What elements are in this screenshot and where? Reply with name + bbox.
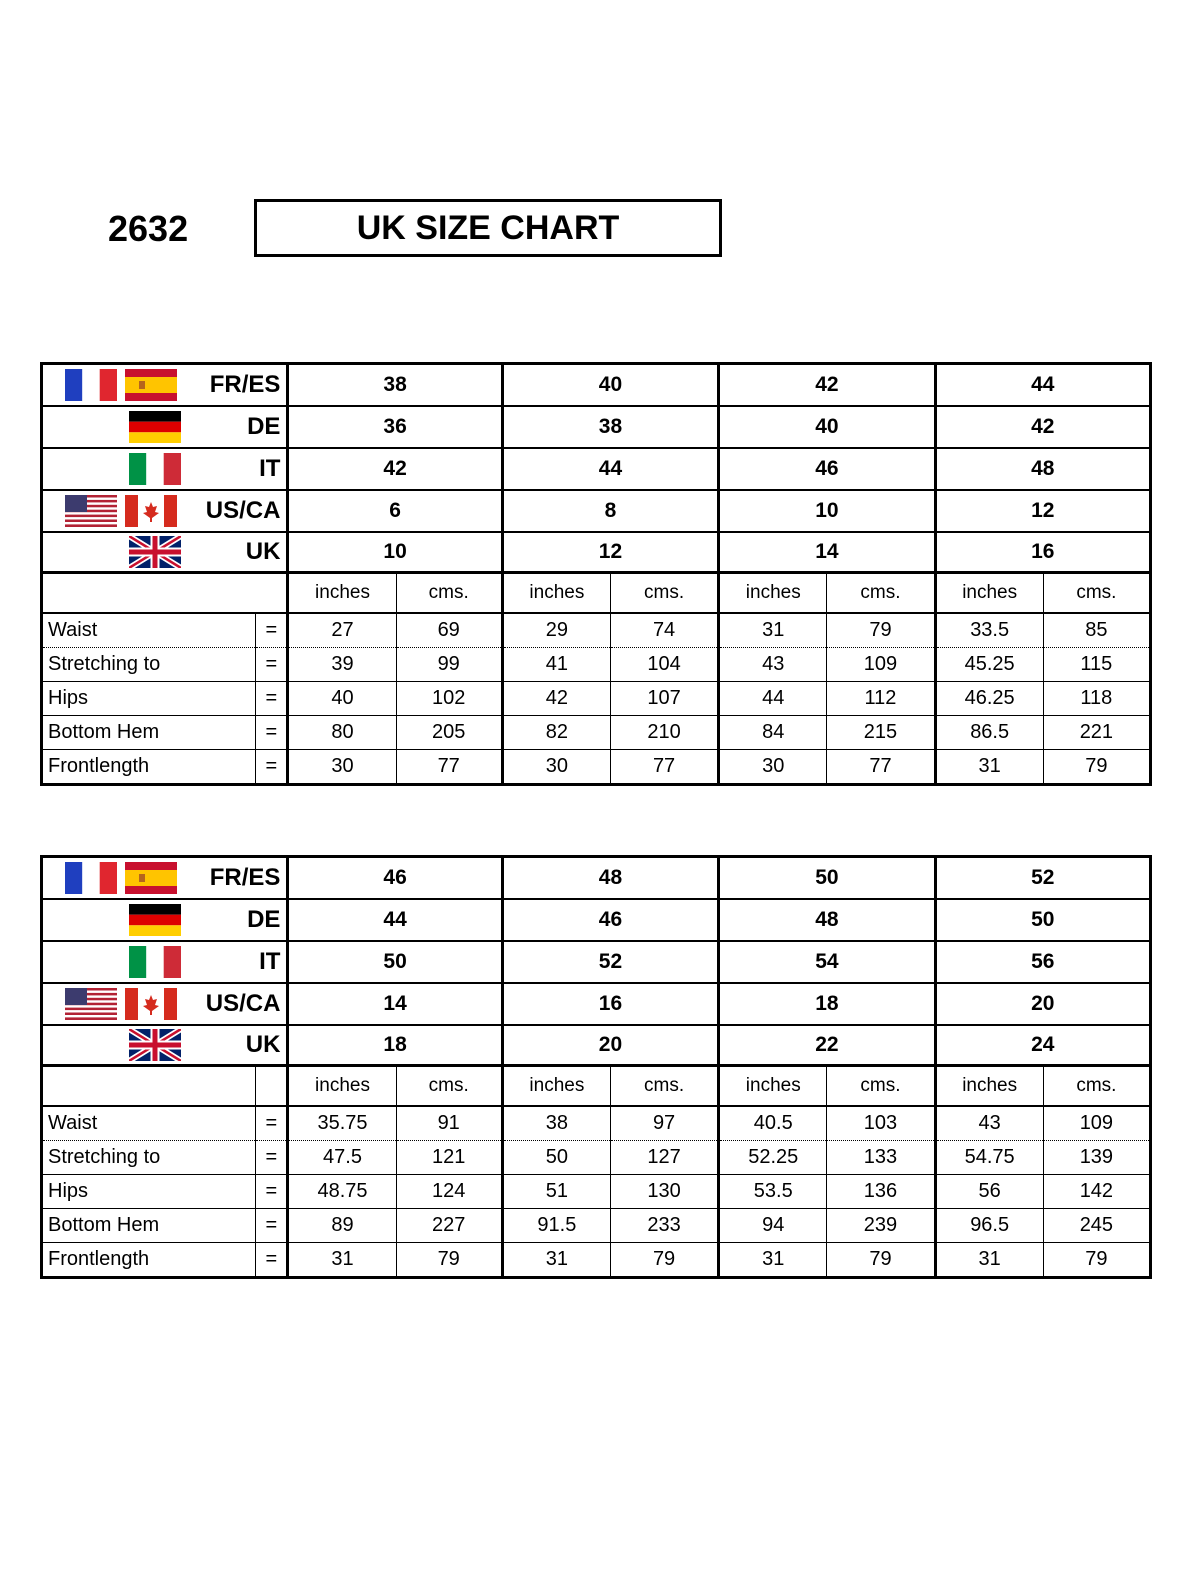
flags-uk: [129, 1029, 181, 1061]
value-inches: 40.5: [719, 1106, 827, 1141]
value-inches: 31: [935, 750, 1043, 785]
value-cms: 121: [396, 1141, 502, 1175]
measurement-label: Bottom Hem: [42, 716, 256, 750]
flags-us-ca: [65, 495, 177, 527]
value-cms: 107: [610, 682, 718, 716]
measurement-label: Bottom Hem: [42, 1209, 256, 1243]
value-inches: 89: [288, 1209, 396, 1243]
value-cms: 142: [1043, 1175, 1150, 1209]
value-cms: 139: [1043, 1141, 1150, 1175]
country-label: DE: [247, 906, 281, 933]
value-cms: 124: [396, 1175, 502, 1209]
size-value: 14: [719, 532, 935, 573]
flags-uk: [129, 536, 181, 568]
spain-flag-icon: [125, 369, 177, 401]
country-label: FR/ES: [209, 864, 281, 891]
value-cms: 104: [610, 648, 718, 682]
blank-cell: [42, 573, 288, 614]
value-cms: 210: [610, 716, 718, 750]
measurement-row-waist: [42, 613, 1151, 648]
value-inches: 47.5: [288, 1141, 396, 1175]
value-inches: 46.25: [935, 682, 1043, 716]
unit-cms: cms.: [610, 573, 718, 614]
unit-inches: inches: [719, 573, 827, 614]
value-cms: 227: [396, 1209, 502, 1243]
value-inches: 44: [719, 682, 827, 716]
measurement-label: Waist: [42, 613, 256, 648]
size-value: 36: [288, 406, 502, 448]
value-inches: 30: [288, 750, 396, 785]
size-value: 42: [935, 406, 1150, 448]
value-inches: 41: [502, 648, 610, 682]
size-value: 6: [288, 490, 502, 532]
flags-de: [129, 411, 181, 443]
value-inches: 82: [502, 716, 610, 750]
size-value: 14: [288, 983, 502, 1025]
size-value: 46: [288, 857, 502, 900]
france-flag-icon: [65, 862, 117, 894]
size-value: 42: [719, 364, 935, 407]
unit-header-row: [42, 1066, 1151, 1107]
value-inches: 51: [502, 1175, 610, 1209]
country-label: US/CA: [205, 497, 281, 524]
size-row-uk: [42, 1025, 1151, 1066]
value-inches: 80: [288, 716, 396, 750]
value-cms: 85: [1043, 613, 1150, 648]
value-inches: 33.5: [935, 613, 1043, 648]
equals-sign: =: [256, 1106, 288, 1141]
value-inches: 29: [502, 613, 610, 648]
value-cms: 239: [827, 1209, 935, 1243]
unit-cms: cms.: [610, 1066, 718, 1107]
value-cms: 97: [610, 1106, 718, 1141]
measurement-row-stretching-to: [42, 648, 1151, 682]
country-cell-de: [42, 899, 288, 941]
unit-inches: inches: [288, 1066, 396, 1107]
measurement-row-frontlength: [42, 750, 1151, 785]
equals-sign: =: [256, 1243, 288, 1278]
value-inches: 53.5: [719, 1175, 827, 1209]
value-cms: 130: [610, 1175, 718, 1209]
value-cms: 127: [610, 1141, 718, 1175]
equals-sign: =: [256, 1141, 288, 1175]
value-cms: 245: [1043, 1209, 1150, 1243]
size-chart-table-2: [40, 855, 1152, 1279]
value-inches: 30: [502, 750, 610, 785]
value-inches: 40: [288, 682, 396, 716]
uk-flag-icon: [129, 536, 181, 568]
value-inches: 31: [935, 1243, 1043, 1278]
measurement-row-waist: [42, 1106, 1151, 1141]
uk-flag-icon: [129, 1029, 181, 1061]
chart-title-text: UK SIZE CHART: [356, 208, 620, 247]
size-value: 40: [719, 406, 935, 448]
size-value: 10: [288, 532, 502, 573]
country-cell-fr-es: [42, 364, 288, 407]
country-label: UK: [245, 538, 281, 565]
equals-sign: =: [256, 648, 288, 682]
italy-flag-icon: [129, 453, 181, 485]
value-inches: 43: [719, 648, 827, 682]
value-inches: 38: [502, 1106, 610, 1141]
value-inches: 39: [288, 648, 396, 682]
measurement-row-bottom-hem: [42, 716, 1151, 750]
value-inches: 50: [502, 1141, 610, 1175]
unit-inches: inches: [502, 573, 610, 614]
size-value: 50: [288, 941, 502, 983]
size-value: 18: [288, 1025, 502, 1066]
size-row-de: [42, 899, 1151, 941]
value-inches: 27: [288, 613, 396, 648]
size-value: 54: [719, 941, 935, 983]
value-inches: 42: [502, 682, 610, 716]
size-value: 20: [935, 983, 1150, 1025]
usa-flag-icon: [65, 988, 117, 1020]
country-label: US/CA: [205, 990, 281, 1017]
equals-sign: =: [256, 682, 288, 716]
flags-us-ca: [65, 988, 177, 1020]
size-value: 48: [502, 857, 718, 900]
value-inches: 31: [719, 613, 827, 648]
size-value: 40: [502, 364, 718, 407]
value-cms: 77: [827, 750, 935, 785]
country-cell-fr-es: [42, 857, 288, 900]
size-value: 42: [288, 448, 502, 490]
unit-cms: cms.: [1043, 1066, 1150, 1107]
size-value: 16: [502, 983, 718, 1025]
value-cms: 221: [1043, 716, 1150, 750]
value-cms: 77: [610, 750, 718, 785]
country-cell-de: [42, 406, 288, 448]
country-label: UK: [245, 1031, 281, 1058]
value-inches: 31: [502, 1243, 610, 1278]
equals-sign: =: [256, 750, 288, 785]
unit-cms: cms.: [827, 573, 935, 614]
measurement-label: Stretching to: [42, 1141, 256, 1175]
flags-de: [129, 904, 181, 936]
value-inches: 94: [719, 1209, 827, 1243]
unit-inches: inches: [502, 1066, 610, 1107]
size-value: 10: [719, 490, 935, 532]
germany-flag-icon: [129, 904, 181, 936]
unit-inches: inches: [935, 1066, 1043, 1107]
size-row-fr-es: [42, 364, 1151, 407]
value-cms: 79: [1085, 755, 1108, 777]
measurement-label: Hips: [42, 1175, 256, 1209]
value-inches: 31: [719, 1243, 827, 1278]
value-cms: 99: [396, 648, 502, 682]
country-label: IT: [259, 948, 281, 975]
country-label: IT: [259, 455, 281, 482]
measurement-label: Waist: [42, 1106, 256, 1141]
size-value: 22: [719, 1025, 935, 1066]
equals-sign: =: [256, 1209, 288, 1243]
country-cell-us-ca: [42, 983, 288, 1025]
size-value: 52: [935, 857, 1150, 900]
size-value: 38: [502, 406, 718, 448]
value-cms: 103: [827, 1106, 935, 1141]
value-inches: 43: [935, 1106, 1043, 1141]
size-value: 50: [719, 857, 935, 900]
value-cms: 112: [827, 682, 935, 716]
measurement-label: Hips: [42, 682, 256, 716]
size-value: 8: [502, 490, 718, 532]
value-cms: 79: [610, 1243, 718, 1278]
unit-cms: cms.: [396, 1066, 502, 1107]
unit-inches: inches: [935, 573, 1043, 614]
measurement-label: Frontlength: [42, 750, 256, 785]
size-row-de: [42, 406, 1151, 448]
value-cms: 233: [610, 1209, 718, 1243]
size-value: 24: [935, 1025, 1150, 1066]
value-cms: 91: [396, 1106, 502, 1141]
value-cms: 79: [396, 1243, 502, 1278]
measurement-row-stretching-to: [42, 1141, 1151, 1175]
size-value: 46: [502, 899, 718, 941]
unit-inches: inches: [719, 1066, 827, 1107]
country-cell-it: [42, 448, 288, 490]
unit-cms: cms.: [1043, 573, 1150, 614]
value-cms: 74: [610, 613, 718, 648]
size-row-it: [42, 941, 1151, 983]
measurement-label: Frontlength: [42, 1243, 256, 1278]
size-value: 18: [719, 983, 935, 1025]
size-value: 12: [502, 532, 718, 573]
france-flag-icon: [65, 369, 117, 401]
value-cms: 109: [827, 648, 935, 682]
equals-sign: =: [256, 716, 288, 750]
equals-sign: =: [256, 1175, 288, 1209]
chart-title: [254, 199, 722, 257]
value-inches: 52.25: [719, 1141, 827, 1175]
country-cell-us-ca: [42, 490, 288, 532]
product-code: 2632: [108, 208, 189, 249]
value-cms: 133: [827, 1141, 935, 1175]
canada-flag-icon: [125, 495, 177, 527]
value-cms: 205: [396, 716, 502, 750]
unit-cms: cms.: [396, 573, 502, 614]
flags-it: [129, 946, 181, 978]
value-inches: 91.5: [502, 1209, 610, 1243]
unit-inches: inches: [288, 573, 396, 614]
value-cms: 79: [827, 1243, 935, 1278]
value-cms: 109: [1043, 1106, 1150, 1141]
size-value: 44: [502, 448, 718, 490]
value-inches: 31: [288, 1243, 396, 1278]
value-inches: 45.25: [935, 648, 1043, 682]
measurement-label: Stretching to: [42, 648, 256, 682]
size-row-uk: [42, 532, 1151, 573]
size-chart-table-1: [40, 362, 1152, 786]
italy-flag-icon: [129, 946, 181, 978]
flags-fr-es: [65, 862, 177, 894]
size-value: 56: [935, 941, 1150, 983]
size-row-it: [42, 448, 1151, 490]
size-value: 20: [502, 1025, 718, 1066]
value-inches: 35.75: [288, 1106, 396, 1141]
size-value: 44: [288, 899, 502, 941]
country-label: FR/ES: [209, 371, 281, 398]
value-inches: 56: [935, 1175, 1043, 1209]
size-value: 44: [935, 364, 1150, 407]
value-cms: 118: [1043, 682, 1150, 716]
value-inches: 30: [719, 750, 827, 785]
value-cms: 136: [827, 1175, 935, 1209]
measurement-row-hips: [42, 1175, 1151, 1209]
flags-fr-es: [65, 369, 177, 401]
value-cms: 79: [1085, 1248, 1108, 1270]
size-value: 52: [502, 941, 718, 983]
value-inches: 96.5: [935, 1209, 1043, 1243]
country-cell-uk: [42, 1025, 288, 1066]
value-inches: 48.75: [288, 1175, 396, 1209]
size-row-us-ca: [42, 983, 1151, 1025]
measurement-row-hips: [42, 682, 1151, 716]
value-cms: 79: [827, 613, 935, 648]
usa-flag-icon: [65, 495, 117, 527]
country-cell-uk: [42, 532, 288, 573]
unit-cms: cms.: [827, 1066, 935, 1107]
size-value: 38: [288, 364, 502, 407]
measurement-row-frontlength: [42, 1243, 1151, 1278]
size-value: 46: [719, 448, 935, 490]
value-inches: 84: [719, 716, 827, 750]
germany-flag-icon: [129, 411, 181, 443]
value-cms: 215: [827, 716, 935, 750]
blank-cell: [256, 1066, 288, 1107]
size-row-us-ca: [42, 490, 1151, 532]
value-cms: 115: [1043, 648, 1150, 682]
country-cell-it: [42, 941, 288, 983]
value-cms: 102: [396, 682, 502, 716]
measurement-row-bottom-hem: [42, 1209, 1151, 1243]
value-cms: 69: [396, 613, 502, 648]
size-value: 50: [935, 899, 1150, 941]
size-row-fr-es: [42, 857, 1151, 900]
flags-it: [129, 453, 181, 485]
size-value: 48: [935, 448, 1150, 490]
value-cms: 77: [396, 750, 502, 785]
value-inches: 86.5: [935, 716, 1043, 750]
value-inches: 54.75: [935, 1141, 1043, 1175]
blank-cell: [42, 1066, 256, 1107]
size-value: 48: [719, 899, 935, 941]
canada-flag-icon: [125, 988, 177, 1020]
unit-header-row: [42, 573, 1151, 614]
equals-sign: =: [256, 613, 288, 648]
country-label: DE: [247, 413, 281, 440]
spain-flag-icon: [125, 862, 177, 894]
size-value: 16: [935, 532, 1150, 573]
size-value: 12: [935, 490, 1150, 532]
